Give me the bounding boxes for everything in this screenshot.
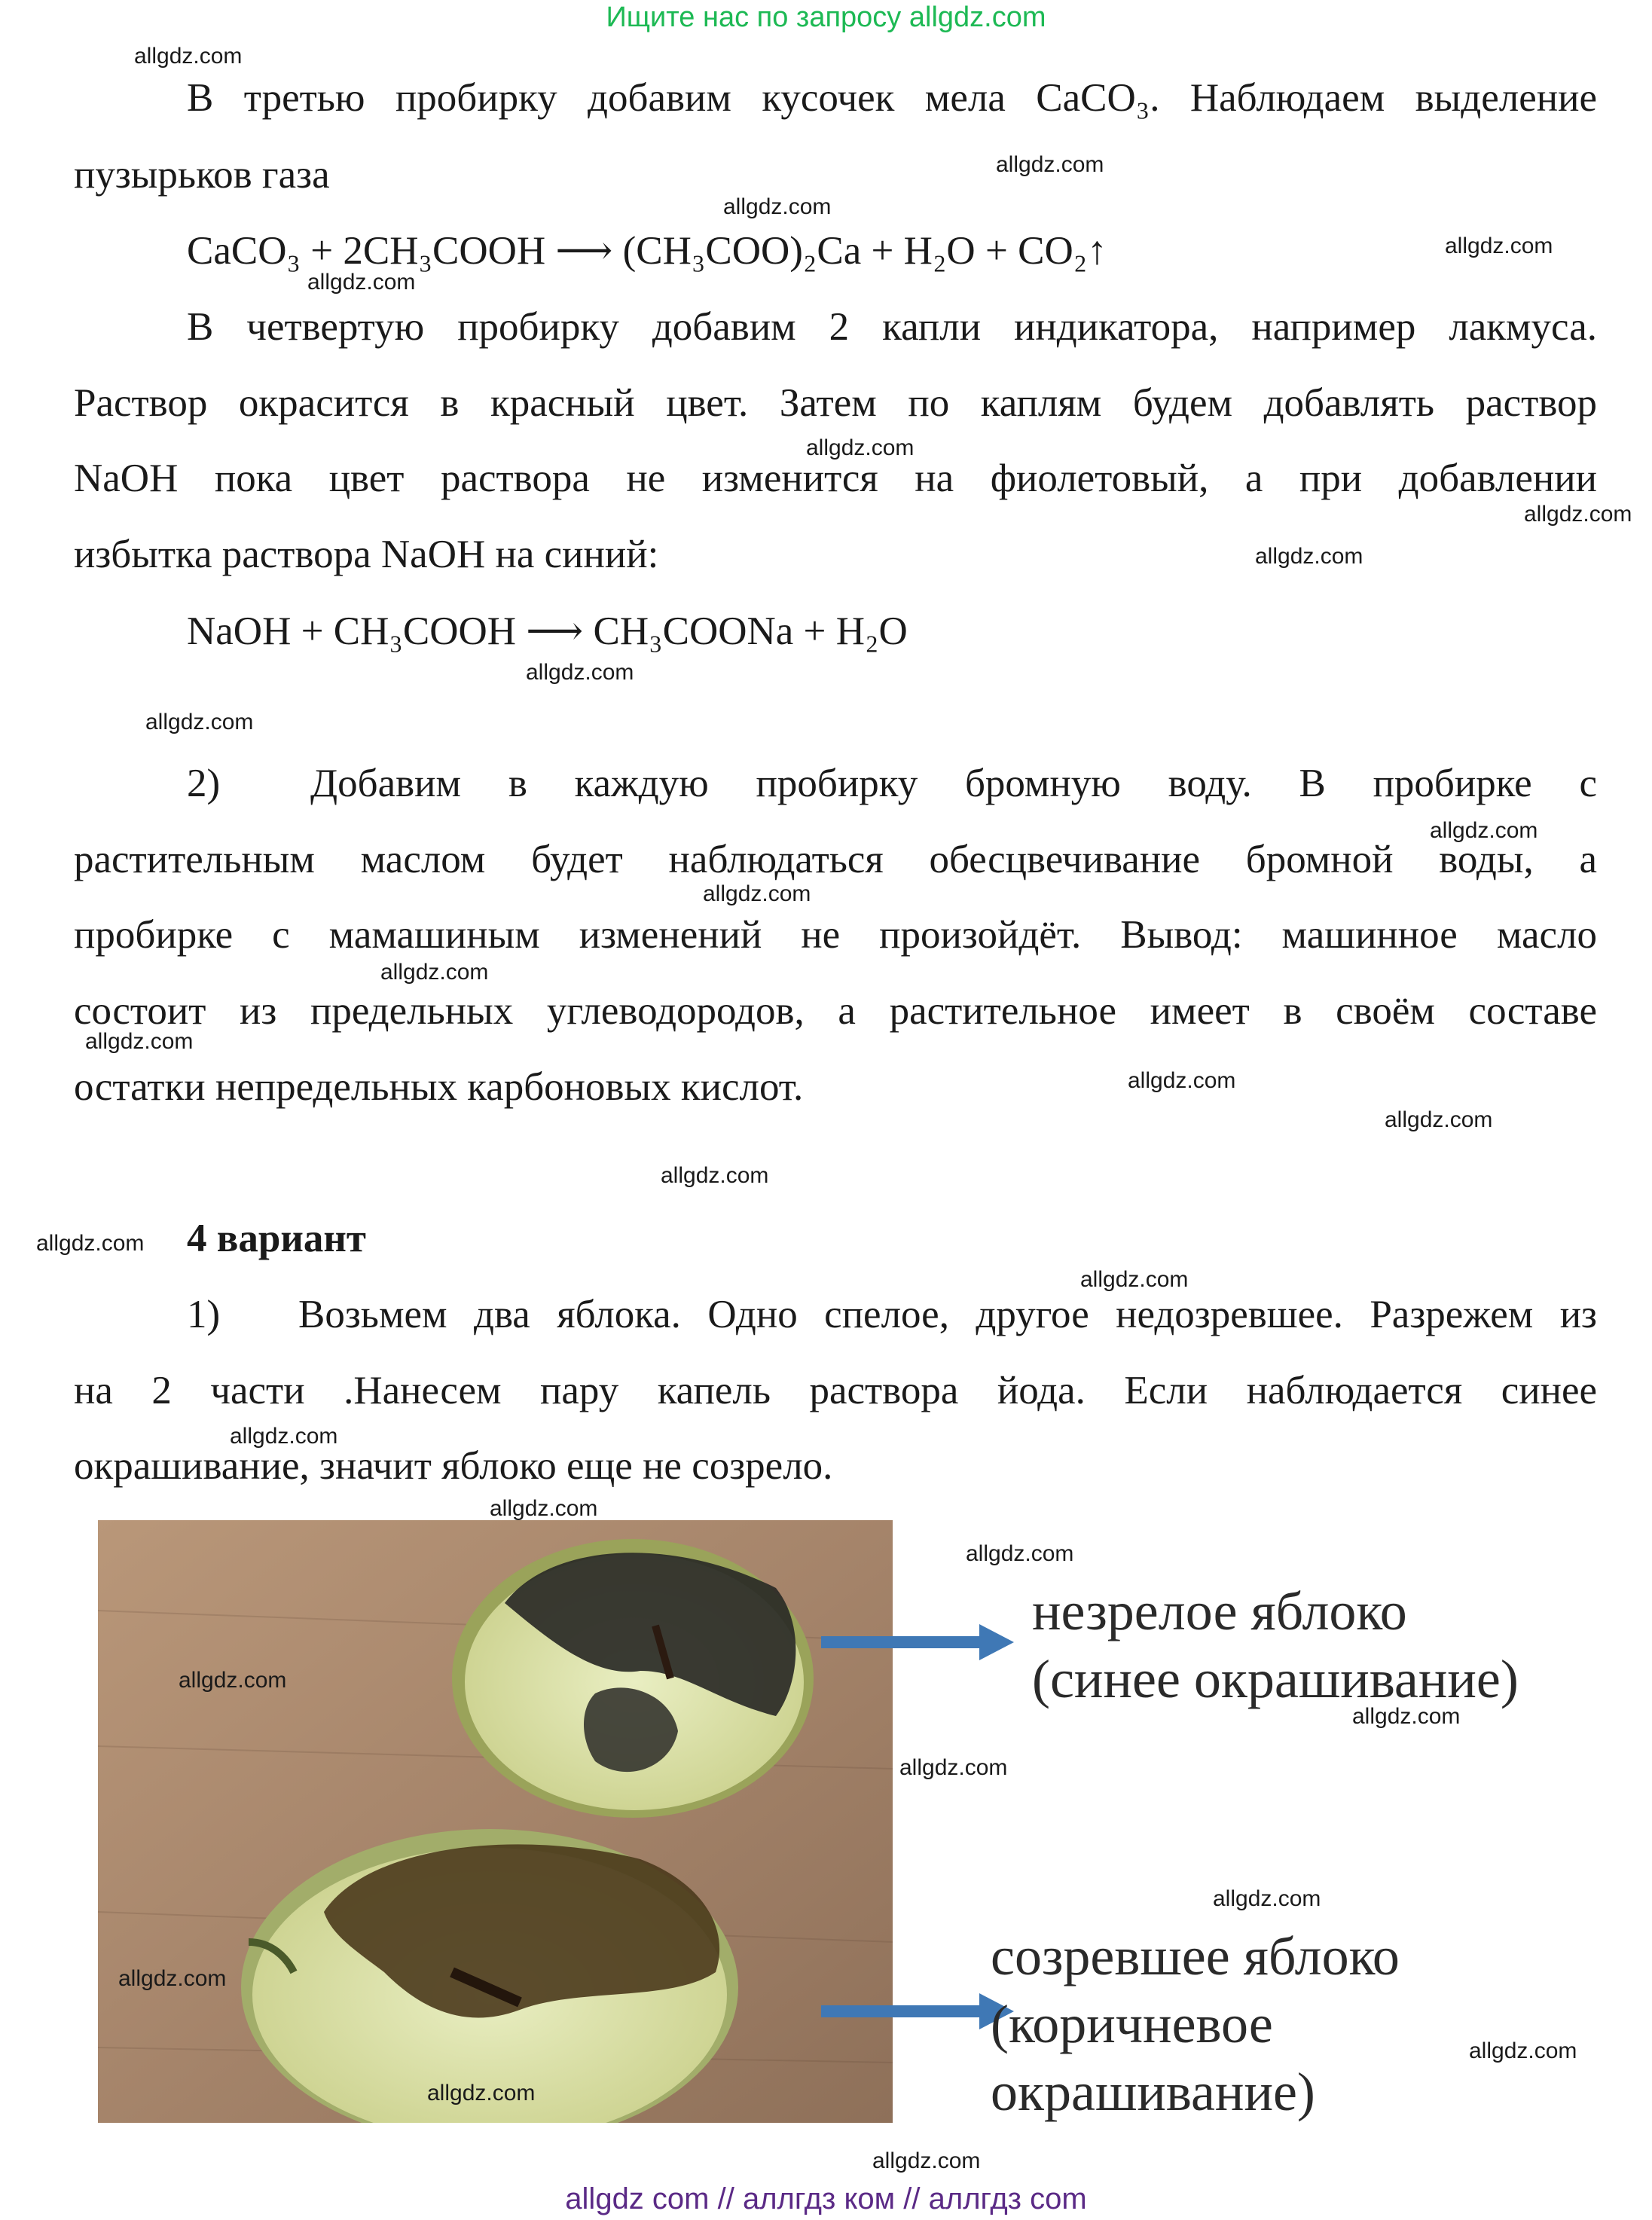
watermark: allgdz.com <box>1445 234 1553 258</box>
watermark: allgdz.com <box>380 960 489 985</box>
site-banner[interactable]: Ищите нас по запросу allgdz.com <box>606 2 1046 33</box>
watermark: allgdz.com <box>723 194 832 219</box>
watermark: allgdz.com <box>1352 1704 1461 1729</box>
unripe-apple <box>452 1539 814 1818</box>
watermark: allgdz.com <box>230 1424 338 1449</box>
equation-caco3: CaCO₃ + 2CH₃COOH ⟶ (CH₃COO)₂Ca + H₂O + CO₂↑ <box>187 229 1107 273</box>
watermark: allgdz.com <box>703 881 811 906</box>
para3-line1: Добавим в каждую пробирку бромную воду. В пробирке с <box>310 762 1597 805</box>
watermark: allgdz.com <box>1469 2038 1577 2063</box>
arrow-right-icon <box>821 1989 1017 2034</box>
caption-ripe-line2: (коричневое <box>991 1994 1273 2054</box>
watermark: allgdz.com <box>1430 818 1538 843</box>
para1-line2: пузырьков газа <box>74 153 330 197</box>
watermark: allgdz.com <box>134 44 243 69</box>
watermark: allgdz.com <box>1385 1107 1493 1132</box>
watermark: allgdz.com <box>872 2148 981 2173</box>
para3-line5: остатки непредельных карбоновых кислот. <box>74 1065 804 1109</box>
watermark: allgdz.com <box>118 1966 227 1991</box>
para3-line2: растительным маслом будет наблюдаться обесцвечивание бромной воды, а <box>74 838 1597 881</box>
watermark: allgdz.com <box>1524 502 1632 527</box>
para2-line1: В четвертую пробирку добавим 2 капли индикатора, например лакмуса. <box>187 305 1597 349</box>
watermark: allgdz.com <box>36 1231 145 1256</box>
para4-line1: Возьмем два яблока. Одно спелое, другое недозревшее. Разрежем из <box>298 1293 1597 1336</box>
watermark: allgdz.com <box>1128 1068 1236 1093</box>
watermark: allgdz.com <box>307 270 416 295</box>
watermark: allgdz.com <box>1255 544 1363 569</box>
arrow-right-icon <box>821 1620 1017 1665</box>
para3-number: 2) <box>187 762 221 805</box>
para2-line4: избытка раствора NaOH на синий: <box>74 533 659 576</box>
watermark: allgdz.com <box>526 660 634 685</box>
caption-ripe-line1: созревшее яблоко <box>991 1926 1400 1986</box>
watermark: allgdz.com <box>1213 1886 1321 1911</box>
para4-number: 1) <box>187 1293 221 1336</box>
apple-photo <box>98 1520 893 2123</box>
section-heading: 4 вариант <box>187 1217 366 1260</box>
equation-naoh: NaOH + CH₃COOH ⟶ CH₃COONa + H₂O <box>187 609 908 653</box>
watermark: allgdz.com <box>899 1755 1008 1780</box>
footer-links[interactable]: allgdz com // аллгдз ком // аллгдз com <box>565 2182 1087 2215</box>
para4-line2: на 2 части .Нанесем пару капель раствора йода. Если наблюдается синее <box>74 1369 1597 1412</box>
para3-line4: состоит из предельных углеводородов, а растительное имеет в своём составе <box>74 989 1597 1033</box>
para2-line3: NaOH пока цвет раствора не изменится на фиолетовый, а при добавлении <box>74 457 1597 500</box>
para2-line2: Раствор окрасится в красный цвет. Затем по каплям будем добавлять раствор <box>74 381 1597 425</box>
para1-line1: В третью пробирку добавим кусочек мела CaCO₃. Наблюдаем выделение <box>187 76 1597 120</box>
watermark: allgdz.com <box>966 1541 1074 1566</box>
watermark: allgdz.com <box>427 2081 536 2105</box>
caption-unripe-line1: незрелое яблоко <box>1032 1581 1407 1641</box>
para4-line3: окрашивание, значит яблоко еще не созрело. <box>74 1444 833 1488</box>
watermark: allgdz.com <box>996 152 1104 177</box>
watermark: allgdz.com <box>806 435 915 460</box>
watermark: allgdz.com <box>85 1029 194 1054</box>
para3-line3: пробирке с мамашиным изменений не произойдёт. Вывод: машинное масло <box>74 913 1597 957</box>
watermark: allgdz.com <box>490 1496 598 1521</box>
watermark: allgdz.com <box>1080 1267 1189 1292</box>
watermark: allgdz.com <box>179 1668 287 1693</box>
watermark: allgdz.com <box>145 710 254 734</box>
watermark: allgdz.com <box>661 1163 769 1188</box>
caption-ripe-line3: окрашивание) <box>991 2062 1315 2122</box>
caption-unripe-line2: (синее окрашивание) <box>1032 1649 1519 1709</box>
